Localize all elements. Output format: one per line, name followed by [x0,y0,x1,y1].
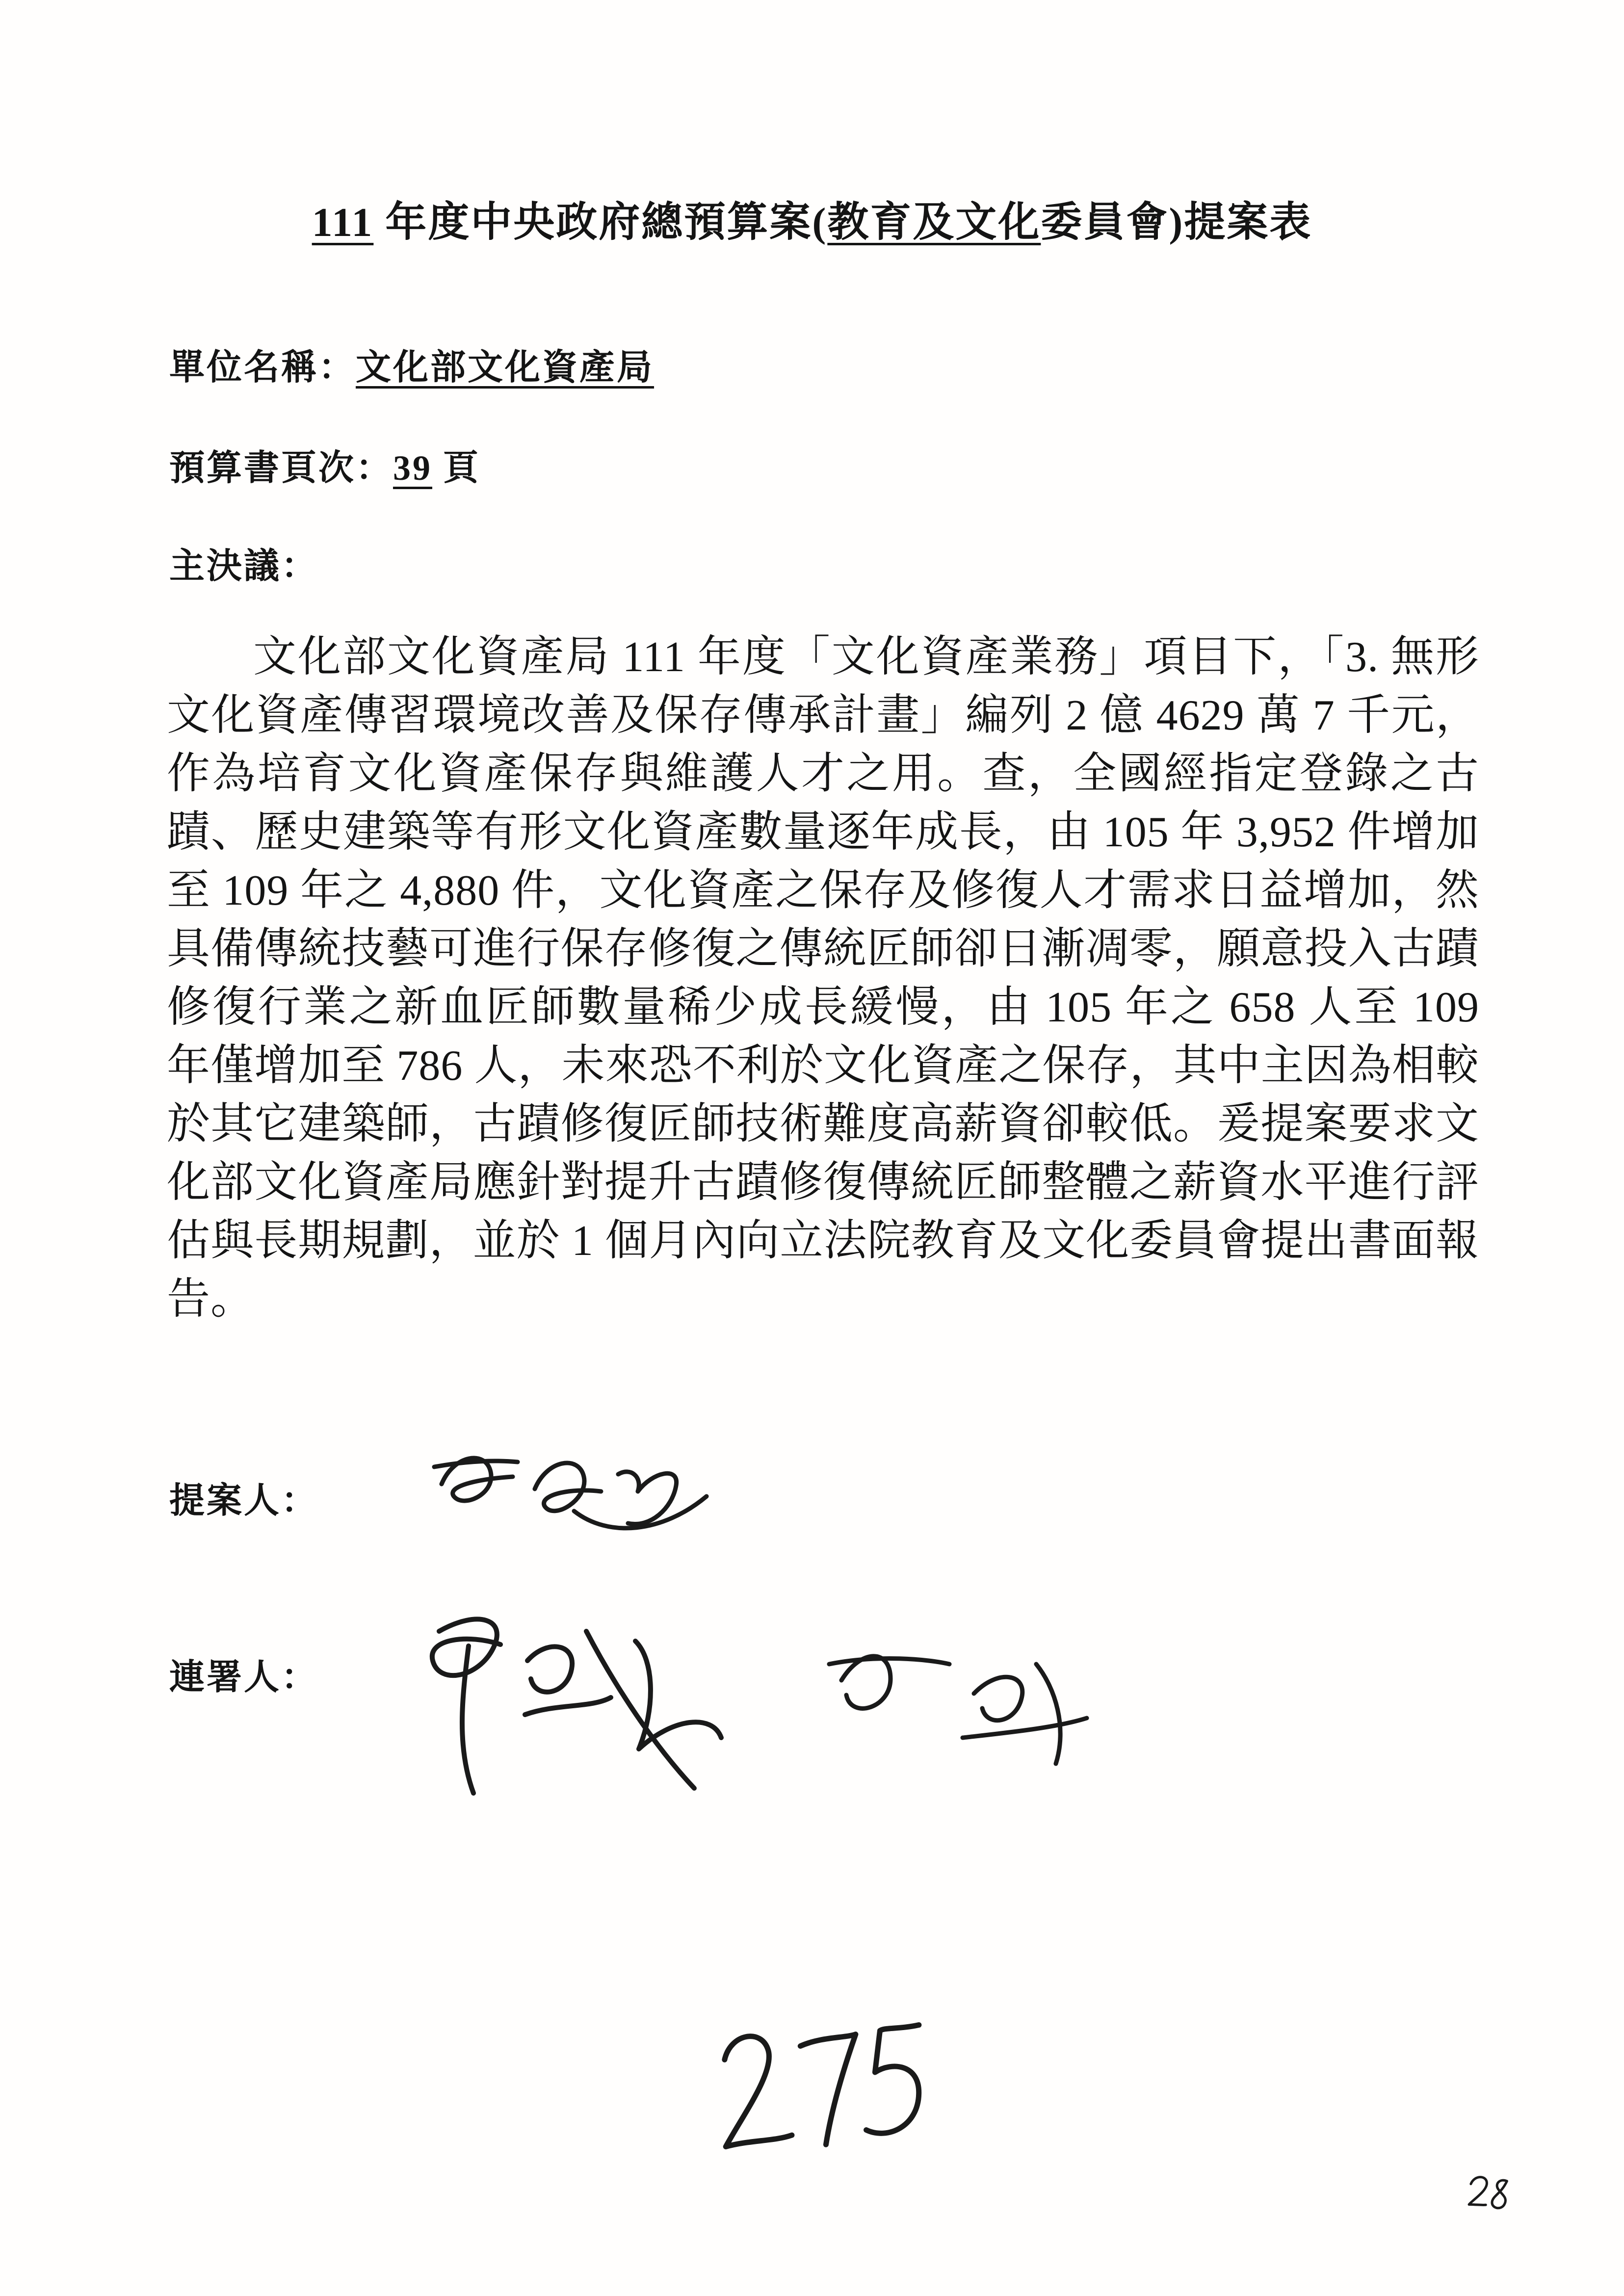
budget-page-suffix: 頁 [432,448,481,488]
cosigner-label: 連署人： [169,1658,319,1697]
signature-proposer [407,1437,731,1555]
unit-name-value: 文化部文化資產局 [356,348,655,387]
budget-page-value: 39 [393,448,433,488]
resolution-heading: 主決議： [169,547,319,586]
document-title [0,189,1624,248]
title-committee-underlined: 教育及文化 [827,200,1041,245]
handwritten-page-number [687,2008,952,2177]
unit-name-label: 單位名稱： [169,348,356,387]
signature-cosigner-2 [800,1619,1119,1781]
title-year-underlined: 111 [312,200,374,245]
title-main: 年度中央政府總預算案( [373,200,828,245]
signature-cosigner-1 [378,1599,756,1815]
budget-page-label: 預算書頁次： [169,448,393,488]
title-tail: 委員會)提案表 [1041,200,1312,245]
budget-page-row [169,439,480,490]
proposer-label: 提案人： [169,1481,319,1520]
resolution-body: 文化部文化資產局 111 年度「文化資產業務」項目下，「3. 無形文化資產傳習環境改善及保存傳承計畫」編列 2 億 4629 萬 7 千元，作為培育文化資產保存與維護人才之用。查，全國經指定登錄之古蹟、歷史建築等有形文化資產數量逐年成長，由 105 年 3,952 件增加至 109 年之 4,880 件，文化資產之保存及修復人才需求日益增加，然具備傳統技藝可進行保存修復之傳統匠師卻日漸凋零，願意投入古蹟修復行業之新血匠師數量稀少成長緩慢，由 105 年之 658 人至 109 年僅增加至 786 人，未來恐不利於文化資產之保存，其中主因為相較於其它建築師，古蹟修復匠師技術難度高薪資卻較低。爰提案要求文化部文化資產局應針對提升古蹟修復傳統匠師整體之薪資水平進行評估與長期規劃，並於 1 個月內向立法院教育及文化委員會提出書面報告。 [167,633,1479,1323]
unit-name-row [169,339,654,390]
handwritten-corner-number [1457,2167,1522,2224]
